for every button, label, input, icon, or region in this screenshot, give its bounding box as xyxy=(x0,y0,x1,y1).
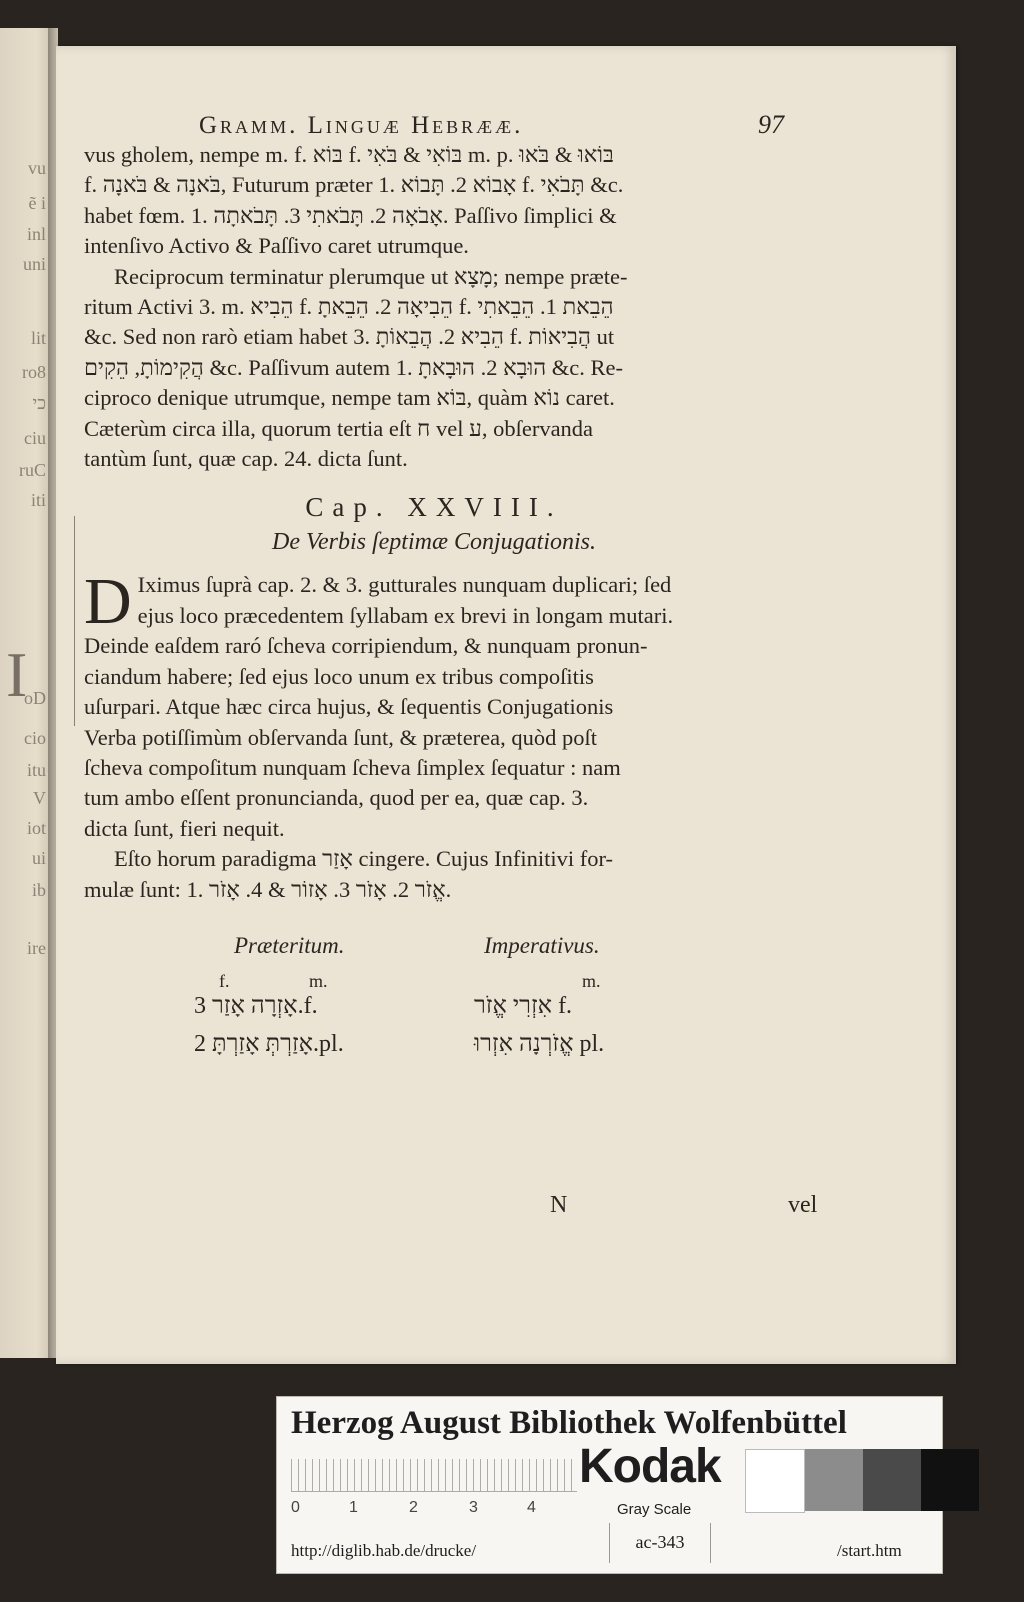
preterite-row: אָזַרְתְּ אָזַרְתָּ 2.pl. xyxy=(194,1030,344,1057)
facing-page-edge xyxy=(0,28,52,1358)
drop-cap: D xyxy=(84,565,132,639)
chapter-heading: Cap. XXVIII. xyxy=(305,492,563,523)
facing-page-fragment: cio xyxy=(24,728,46,748)
source-url: http://diglib.hab.de/drucke/ xyxy=(291,1541,477,1560)
text-line: mulæ ſunt: 1. אֱזֹר 2. אָזֹר 3. אָזוֹר & 4. אָזֹר. xyxy=(84,876,452,902)
text-line: ciproco denique utrumque, nempe tam בּוֹא, quàm נוֹא caret. xyxy=(84,385,615,411)
running-head xyxy=(199,110,784,140)
ruler-label: 2 xyxy=(409,1499,418,1516)
gray-swatch xyxy=(745,1449,805,1513)
facing-page-fragment: ro8 xyxy=(22,362,46,382)
text-line: uſurpari. Atque hæc circa hujus, & ſequentis Conjugationis xyxy=(84,694,614,720)
verb-paradigm-table xyxy=(84,933,784,1073)
gender-label: m. xyxy=(582,970,601,991)
gray-swatch xyxy=(805,1449,863,1511)
calibration-card xyxy=(276,1396,943,1574)
facing-page-fragment: inl xyxy=(26,224,46,244)
library-name: Herzog August Bibliothek Wolfenbüttel xyxy=(291,1405,847,1441)
text-line: ritum Activi 3. m. הֵבִיא f. הֵבִיאָה 2. הֵבֵאתָ f. הֵבֵאת 1. הֵבֵאתִי xyxy=(84,294,614,320)
imperative-row: אֱזֹרְנָה אִזְרוּ pl. xyxy=(474,1030,605,1057)
facing-page-fragment: vu xyxy=(28,158,46,178)
facing-page-fragment: ire xyxy=(27,938,46,958)
facing-page-initial: I xyxy=(6,639,28,710)
ruler-label: 1 xyxy=(349,1499,358,1516)
imperative-row: אִזְרִי אֱזֹר f. xyxy=(474,992,573,1019)
paragraph-2 xyxy=(84,262,784,475)
text-line: הֲקִימוֹתָ, הֵקִים &c. Paſſivum autem 1. הוּבָא 2. הוּבָאתָ &c. Re- xyxy=(84,354,624,380)
text-line: ciandum habere; ſed ejus loco unum ex tribus compoſitis xyxy=(84,663,594,689)
paragraph-4 xyxy=(84,844,784,905)
text-line: Deinde eaſdem raró ſcheva corripiendum, & nunquam pronun- xyxy=(84,633,648,659)
margin-rule xyxy=(74,516,75,726)
facing-page-fragment: ẽ i xyxy=(28,193,46,213)
facing-page-fragment: uni xyxy=(22,254,46,274)
ruler-label: 4 xyxy=(527,1499,536,1516)
facing-page-fragment: iti xyxy=(30,490,46,510)
text-line: tantùm ſunt, quæ cap. 24. dicta ſunt. xyxy=(84,446,408,472)
facing-page-fragment: itu xyxy=(26,760,46,780)
text-line: Cæterùm circa illa, quorum tertia eſt ח vel ע, obſervanda xyxy=(84,415,594,441)
running-title: Gramm. Linguæ Hebrææ. xyxy=(199,112,524,139)
text-line: vus gholem, nempe m. f. בּוֹא f. בּוֹאִי & בֹּאִי m. p. בּוֹאוּ & בֹּאוּ xyxy=(84,142,614,167)
paragraph-1 xyxy=(84,140,784,262)
text-line: dicta ſunt, fieri nequit. xyxy=(84,815,285,841)
ruler-label: 3 xyxy=(469,1499,478,1516)
preterite-heading: Præteritum. xyxy=(234,932,345,958)
text-line: Iximus ſuprà cap. 2. & 3. gutturales nunquam duplicari; ſed xyxy=(137,572,672,598)
gender-label: m. xyxy=(309,970,328,991)
preterite-row: אָזְרָה אָזַר 3.f. xyxy=(194,992,318,1019)
text-line: f. בֹּאנָה & בֹּאנָה, Futurum præter 1. אָבוֹא 2. תָּבוֹא f. תָּבֹאִי &c. xyxy=(84,172,624,198)
shelfmark: ac-343 xyxy=(609,1523,711,1563)
text-line: Verba potiſſimùm obſervanda ſunt, & præterea, quòd poſt xyxy=(84,724,598,750)
text-line: &c. Sed non rarò etiam habet 3. הֵבִיא 2. הֲבֵאוֹתָ f. הֲבִיאוֹת ut xyxy=(84,324,615,350)
url-suffix: /start.htm xyxy=(837,1541,902,1560)
facing-page-fragment: lit xyxy=(30,328,46,348)
gray-scale-label: Gray Scale xyxy=(617,1501,692,1518)
text-line: intenſivo Activo & Paſſivo caret utrumque. xyxy=(84,233,469,259)
page-number: 97 xyxy=(758,110,784,139)
facing-page-fragment: ui xyxy=(31,848,46,868)
facing-page-fragment: oD xyxy=(24,688,46,708)
text-line: tum ambo eſſent pronuncianda, quod per ea, quæ cap. 3. xyxy=(84,785,589,811)
facing-page-fragment: כי xyxy=(32,393,46,413)
imperative-heading: Imperativus. xyxy=(484,932,600,958)
book-page xyxy=(56,46,956,1364)
facing-page-fragment: iot xyxy=(26,818,46,838)
catchword: vel xyxy=(788,1192,818,1218)
page-text-block xyxy=(84,110,784,1073)
gray-swatch xyxy=(921,1449,979,1511)
gender-label: f. xyxy=(219,970,230,991)
text-line: ejus loco præcedentem ſyllabam ex brevi in longam mutari. xyxy=(137,602,674,628)
text-line: Reciprocum terminatur plerumque ut מָצָא; nempe præte- xyxy=(114,263,628,289)
text-line: Eſto horum paradigma אָזַר cingere. Cujus Infinitivi for- xyxy=(114,846,614,872)
gray-swatch xyxy=(863,1449,921,1511)
gray-scale-swatches xyxy=(745,1449,979,1511)
chapter-subtitle: De Verbis ſeptimæ Conjugationis. xyxy=(272,529,596,556)
text-line: ſcheva compoſitum nunquam ſcheva ſimplex ſequatur : nam xyxy=(84,754,621,780)
facing-page-fragment: ciu xyxy=(24,428,46,448)
facing-page-fragment: V xyxy=(33,788,46,808)
kodak-logo: Kodak xyxy=(579,1440,721,1493)
ruler-scale xyxy=(291,1459,577,1492)
facing-page-fragment: ib xyxy=(31,880,46,900)
text-line: habet fœm. 1. אָבֹאָה 2. תָּבֹאתִי 3. תָּבֹאתָה. Paſſivo ſimplici & xyxy=(84,202,617,228)
facing-page-fragment: ruC xyxy=(19,460,46,480)
paragraph-3 xyxy=(84,565,784,844)
signature-mark: N xyxy=(550,1192,568,1218)
ruler-label: 0 xyxy=(291,1499,300,1516)
